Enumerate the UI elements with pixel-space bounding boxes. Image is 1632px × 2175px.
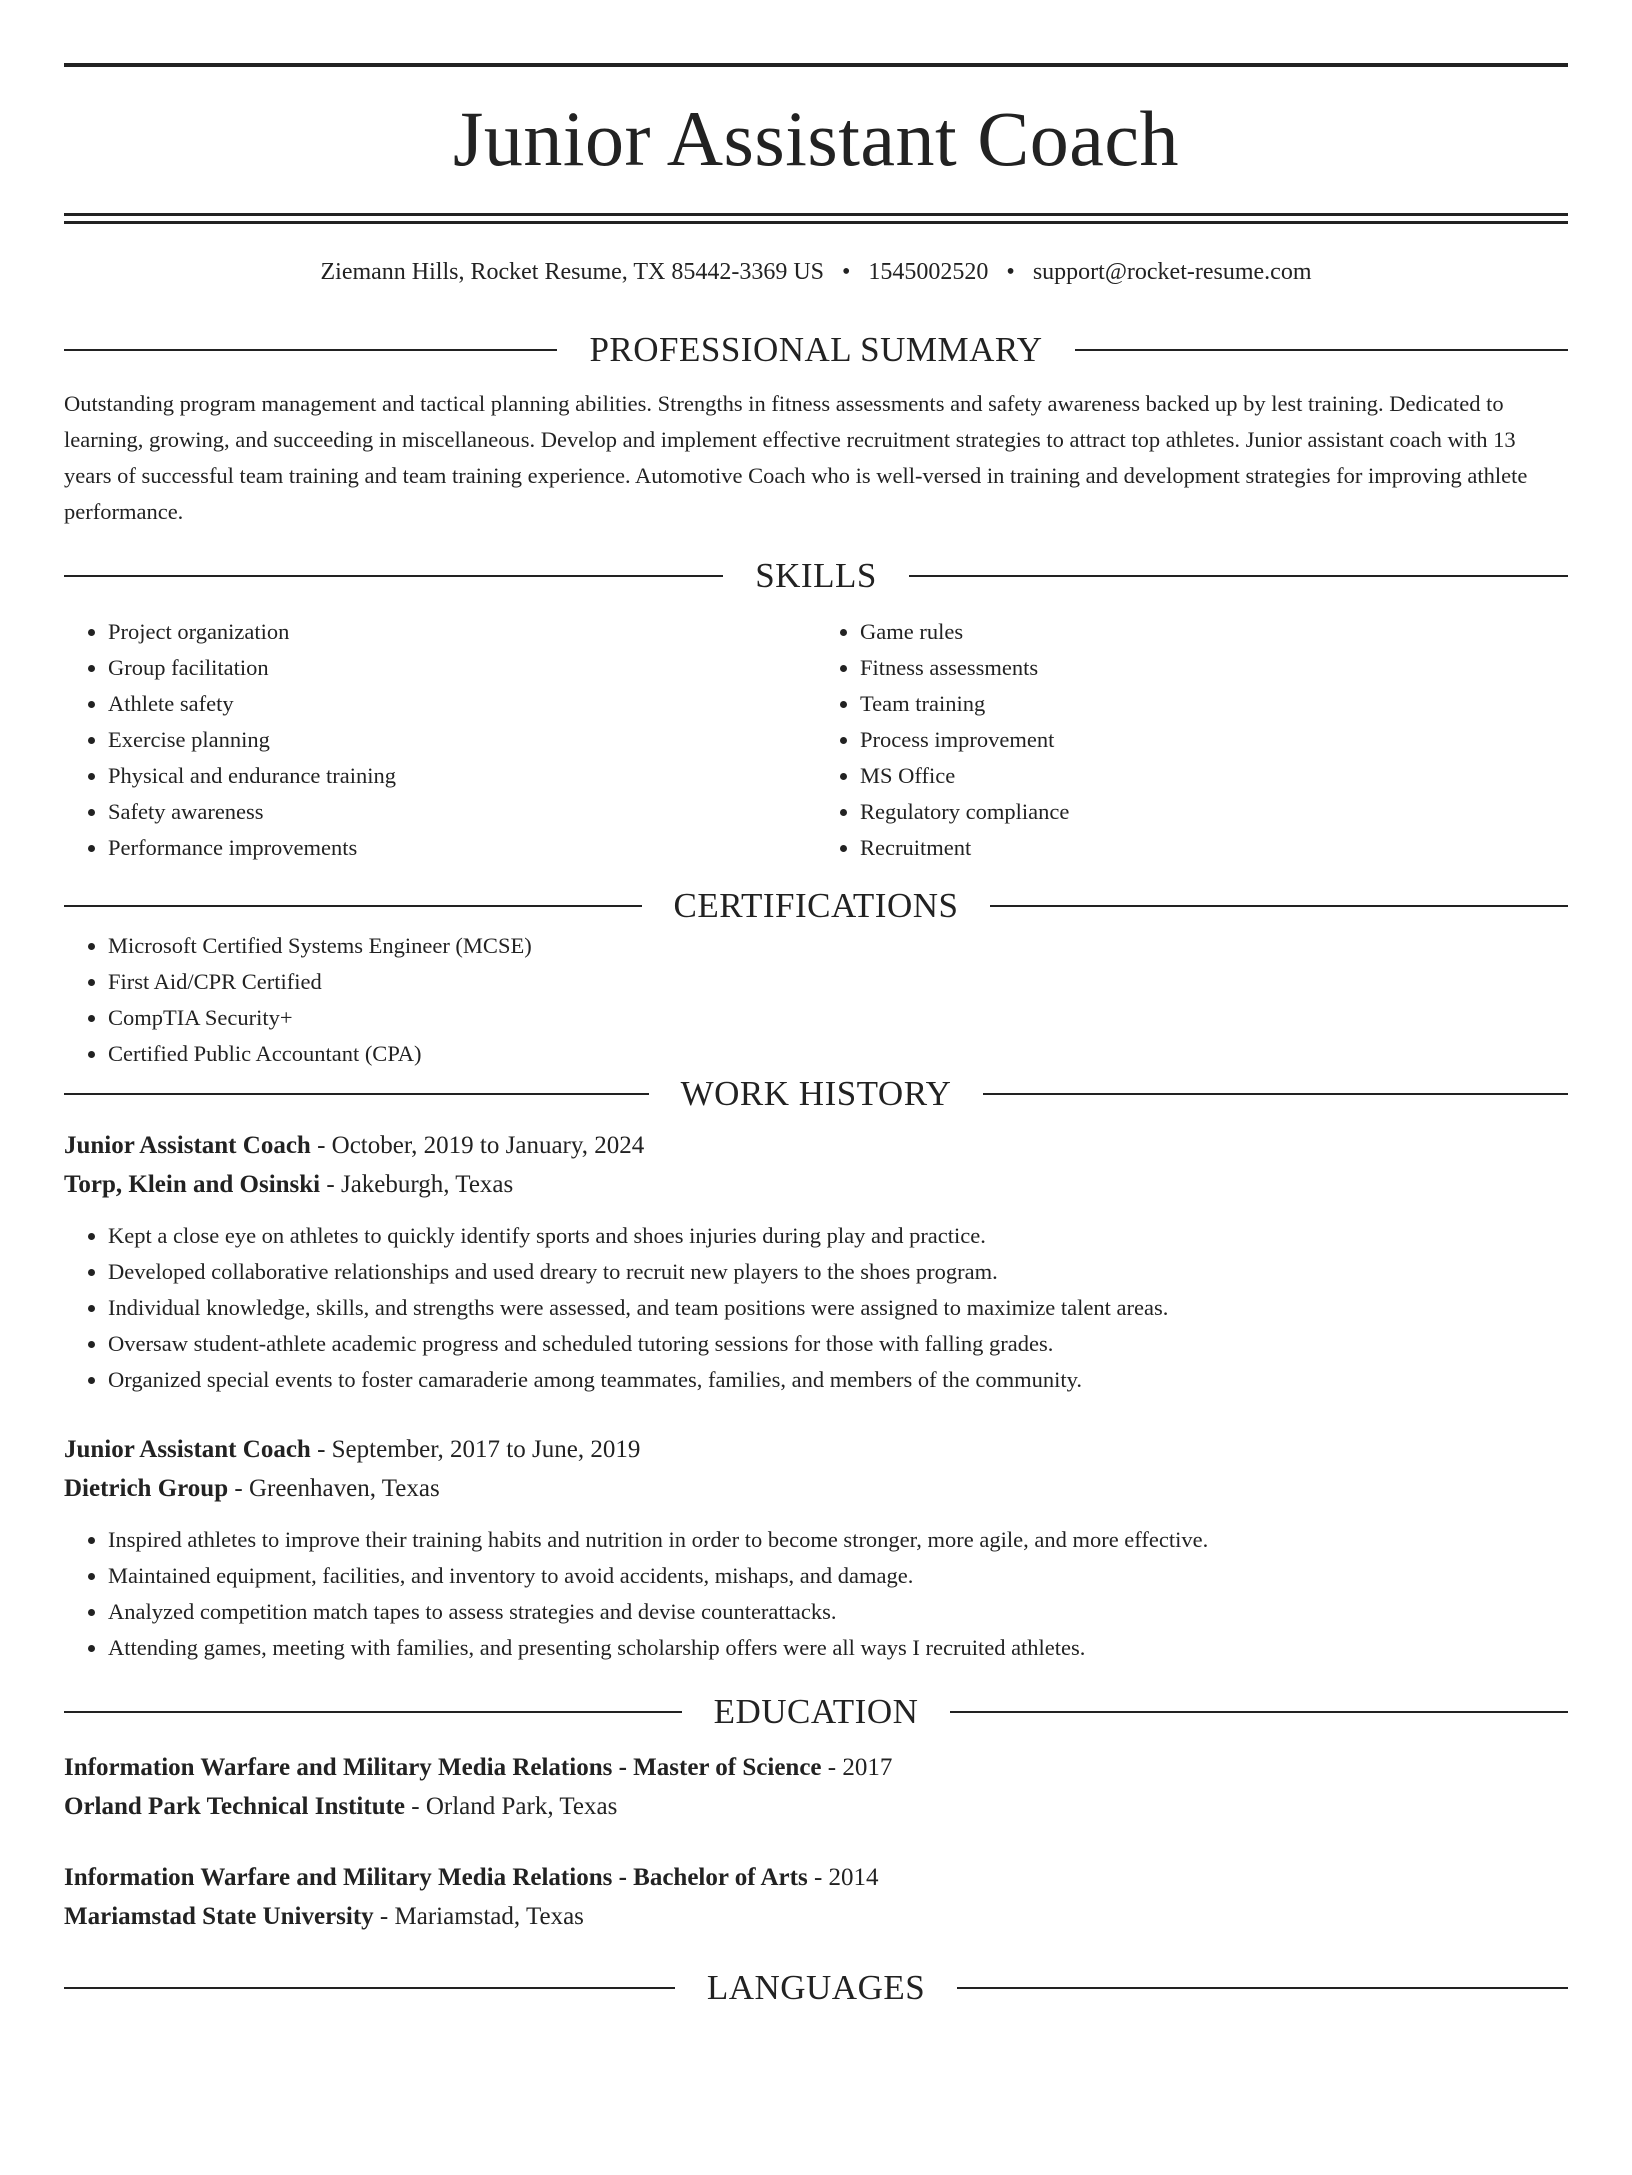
skills-list-right: [816, 614, 1568, 866]
skill-item: • Exercise planning: [108, 722, 816, 758]
heading-rule: [64, 1711, 682, 1713]
education-title: EDUCATION: [713, 1692, 919, 1731]
contact-line: [64, 256, 1568, 288]
job-entry: [64, 1126, 1568, 1398]
job-title-line: [64, 1126, 1568, 1165]
job-company: Torp, Klein and Osinski: [64, 1171, 321, 1198]
contact-separator: •: [842, 259, 851, 285]
education-school-line: [64, 1787, 1568, 1826]
heading-rule: [950, 1711, 1568, 1713]
job-dates: - October, 2019 to January, 2024: [310, 1132, 645, 1159]
job-bullet: • Developed collaborative relationships and used dreary to recruit new players to the shoes program.: [108, 1254, 1568, 1290]
skill-item: • Performance improvements: [108, 830, 816, 866]
education-school-line: [64, 1897, 1568, 1936]
job-company: Dietrich Group: [64, 1475, 229, 1502]
heading-rule: [64, 1987, 675, 1989]
contact-phone[interactable]: 1545002520: [868, 259, 989, 285]
education-section-heading: [64, 1690, 1568, 1734]
education-degree-line: [64, 1748, 1568, 1787]
job-bullet: • Kept a close eye on athletes to quickly identify sports and shoes injuries during play and practice.: [108, 1218, 1568, 1254]
education-year: - 2017: [821, 1754, 893, 1781]
heading-rule: [64, 575, 723, 577]
skill-item: • Fitness assessments: [860, 650, 1568, 686]
languages-section-heading: [64, 1966, 1568, 2010]
job-location: - Jakeburgh, Texas: [320, 1171, 514, 1198]
certification-item: • Microsoft Certified Systems Engineer (MCSE): [108, 928, 1568, 964]
education-school: Mariamstad State University: [64, 1903, 374, 1930]
skill-item: • Regulatory compliance: [860, 794, 1568, 830]
job-role: Junior Assistant Coach: [64, 1436, 311, 1463]
job-entry: [64, 1430, 1568, 1666]
education-degree: Information Warfare and Military Media Relations - Master of Science: [64, 1754, 822, 1781]
skills-grid: [64, 614, 1568, 866]
job-bullet: • Oversaw student-athlete academic progress and scheduled tutoring sessions for those with falling grades.: [108, 1326, 1568, 1362]
languages-title: LANGUAGES: [706, 1968, 926, 2007]
education-entry: [64, 1858, 1568, 1936]
heading-rule: [64, 349, 557, 351]
summary-text: Outstanding program management and tactical planning abilities. Strengths in fitness assessments and safety awareness backed up by lest training. Dedicated to learning, growing, and succeeding in miscellaneous. Develop and implement effective recruitment strategies to attract top athletes. Junior assistant coach with 13 years of successful team training and team training experience. Automotive Coach who is well-versed in training and development strategies for improving athlete performance.: [64, 391, 1528, 524]
job-company-line: [64, 1165, 1568, 1204]
skill-item: • MS Office: [860, 758, 1568, 794]
heading-rule: [1075, 349, 1568, 351]
contact-email[interactable]: support@rocket-resume.com: [1032, 259, 1312, 285]
job-bullets: [64, 1522, 1568, 1666]
education-location: - Mariamstad, Texas: [373, 1903, 584, 1930]
job-title-line: [64, 1430, 1568, 1469]
education-degree-line: [64, 1858, 1568, 1897]
job-location: - Greenhaven, Texas: [228, 1475, 440, 1502]
skills-list-left: [64, 614, 816, 866]
certification-item: • Certified Public Accountant (CPA): [108, 1036, 1568, 1072]
certifications-title: CERTIFICATIONS: [673, 886, 959, 925]
certifications-list: [64, 928, 1568, 1072]
job-bullets: [64, 1218, 1568, 1398]
job-bullet: • Inspired athletes to improve their training habits and nutrition in order to become stronger, more agile, and more effective.: [108, 1522, 1568, 1558]
education-location: - Orland Park, Texas: [405, 1793, 618, 1820]
summary-title: PROFESSIONAL SUMMARY: [589, 330, 1043, 369]
heading-rule: [64, 1093, 649, 1095]
job-bullet: • Individual knowledge, skills, and strengths were assessed, and team positions were assigned to maximize talent areas.: [108, 1290, 1568, 1326]
heading-rule: [990, 905, 1568, 907]
job-bullet: • Maintained equipment, facilities, and inventory to avoid accidents, mishaps, and damage.: [108, 1558, 1568, 1594]
contact-address: Ziemann Hills, Rocket Resume, TX 85442-3369 US: [320, 259, 824, 285]
certification-item: • CompTIA Security+: [108, 1000, 1568, 1036]
heading-rule: [957, 1987, 1568, 1989]
skill-item: • Game rules: [860, 614, 1568, 650]
contact-separator: •: [1006, 259, 1015, 285]
work-section-heading: [64, 1072, 1568, 1116]
job-bullet: • Analyzed competition match tapes to assess strategies and devise counterattacks.: [108, 1594, 1568, 1630]
skill-item: • Team training: [860, 686, 1568, 722]
skills-title: SKILLS: [755, 556, 877, 595]
skill-item: • Safety awareness: [108, 794, 816, 830]
skill-item: • Process improvement: [860, 722, 1568, 758]
skill-item: • Group facilitation: [108, 650, 816, 686]
skill-item: • Physical and endurance training: [108, 758, 816, 794]
certifications-section-heading: [64, 884, 1568, 928]
heading-rule: [983, 1093, 1568, 1095]
job-company-line: [64, 1469, 1568, 1508]
work-title: WORK HISTORY: [680, 1074, 952, 1113]
skill-item: • Athlete safety: [108, 686, 816, 722]
job-dates: - September, 2017 to June, 2019: [310, 1436, 641, 1463]
education-year: - 2014: [807, 1864, 879, 1891]
education-degree: Information Warfare and Military Media Relations - Bachelor of Arts: [64, 1864, 808, 1891]
heading-rule: [909, 575, 1568, 577]
education-entry: [64, 1748, 1568, 1826]
double-rule: [64, 213, 1568, 224]
skill-item: • Recruitment: [860, 830, 1568, 866]
job-bullet: • Organized special events to foster camaraderie among teammates, families, and members of the community.: [108, 1362, 1568, 1398]
certification-item: • First Aid/CPR Certified: [108, 964, 1568, 1000]
top-rule: [64, 63, 1568, 67]
heading-rule: [64, 905, 642, 907]
skill-item: • Project organization: [108, 614, 816, 650]
skills-section-heading: [64, 554, 1568, 598]
summary-section-heading: [64, 328, 1568, 372]
job-bullet: • Attending games, meeting with families, and presenting scholarship offers were all ways I recruited athletes.: [108, 1630, 1568, 1666]
job-role: Junior Assistant Coach: [64, 1132, 311, 1159]
resume-page: [0, 63, 1632, 2175]
resume-name: Junior Assistant Coach: [453, 95, 1179, 182]
education-school: Orland Park Technical Institute: [64, 1793, 406, 1820]
